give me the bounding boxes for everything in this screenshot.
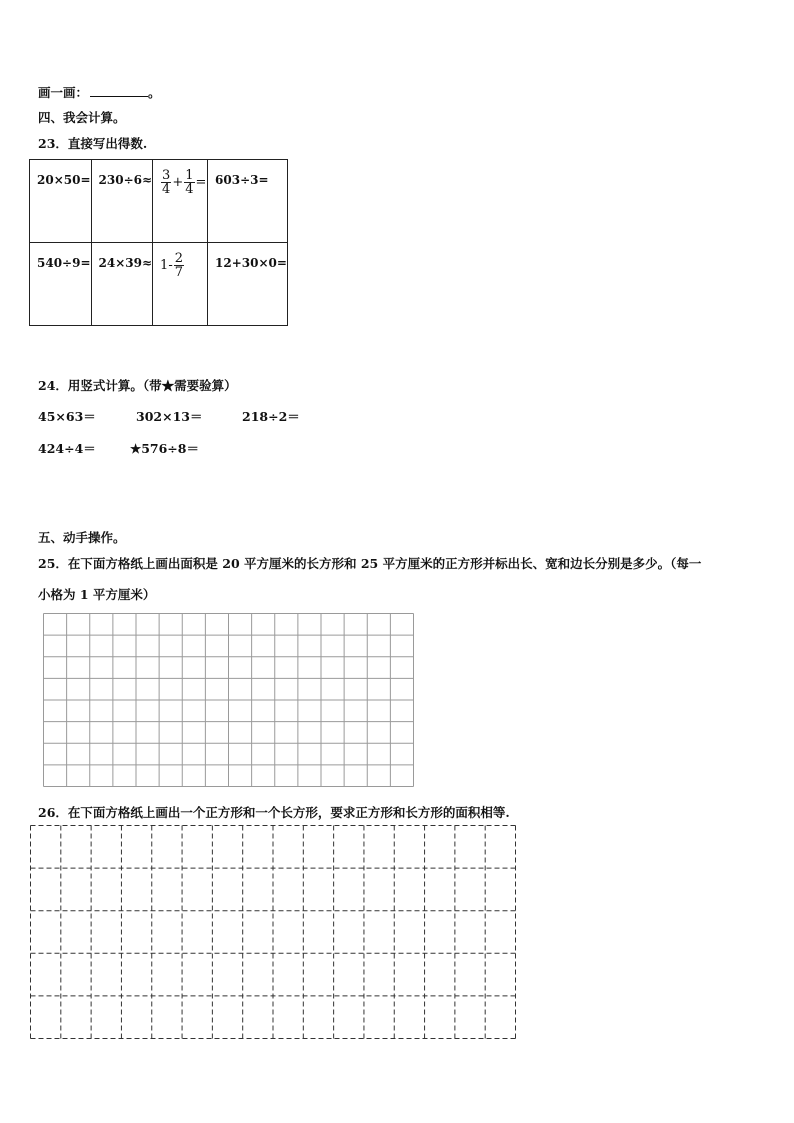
fraction: $\frac{1}{4}$ — [185, 168, 194, 197]
q23-cell[interactable]: 603÷3= — [208, 160, 288, 243]
fraction: $\frac{3}{4}$ — [162, 168, 171, 197]
q24-expression: 45×63＝ — [38, 409, 96, 424]
q24-expression-verify: ★576÷8＝ — [130, 441, 199, 456]
q23-table — [29, 159, 288, 326]
answer-blank[interactable] — [90, 85, 148, 97]
q24-expression: 424÷4＝ — [38, 441, 96, 456]
q23-cell[interactable]: 540÷9= — [30, 243, 92, 326]
section-5-heading: 五、动手操作。 — [38, 530, 126, 545]
fraction: $\frac{2}{7}$ — [174, 251, 183, 280]
q26-grid-paper[interactable] — [30, 825, 516, 1039]
q24-expression: 302×13＝ — [136, 409, 203, 424]
section-4-heading: 四、我会计算。 — [38, 110, 126, 125]
q23-cell[interactable]: 20×50= — [30, 160, 92, 243]
q23-cell[interactable]: 230÷6≈ — [91, 160, 153, 243]
q23-cell-fraction-sum[interactable]: $\frac{3}{4}$ + $\frac{1}{4}$ = — [153, 160, 208, 243]
q23-cell-fraction-diff[interactable]: 1- $\frac{2}{7}$ — [153, 243, 208, 326]
q23-cell[interactable]: 24×39≈ — [91, 243, 153, 326]
draw-prompt-end: 。 — [148, 85, 161, 100]
q24-expression: 218÷2＝ — [242, 409, 300, 424]
q26-title: 26．在下面方格纸上画出一个正方形和一个长方形，要求正方形和长方形的面积相等. — [38, 805, 510, 820]
draw-prompt — [38, 83, 161, 101]
draw-prompt-label: 画一画： — [38, 85, 89, 100]
q24-title: 24．用竖式计算。（带★需要验算） — [38, 378, 237, 393]
q25-grid-paper[interactable] — [43, 613, 414, 787]
q25-text-line2: 小格为 1 平方厘米） — [38, 587, 156, 602]
q23-cell[interactable]: 12+30×0= — [208, 243, 288, 326]
q23-title: 23．直接写出得数. — [38, 136, 148, 151]
q25-text-line1: 25．在下面方格纸上画出面积是 20 平方厘米的长方形和 25 平方厘米的正方形并标出长、宽和边长分别是多少。（每一 — [38, 556, 702, 571]
